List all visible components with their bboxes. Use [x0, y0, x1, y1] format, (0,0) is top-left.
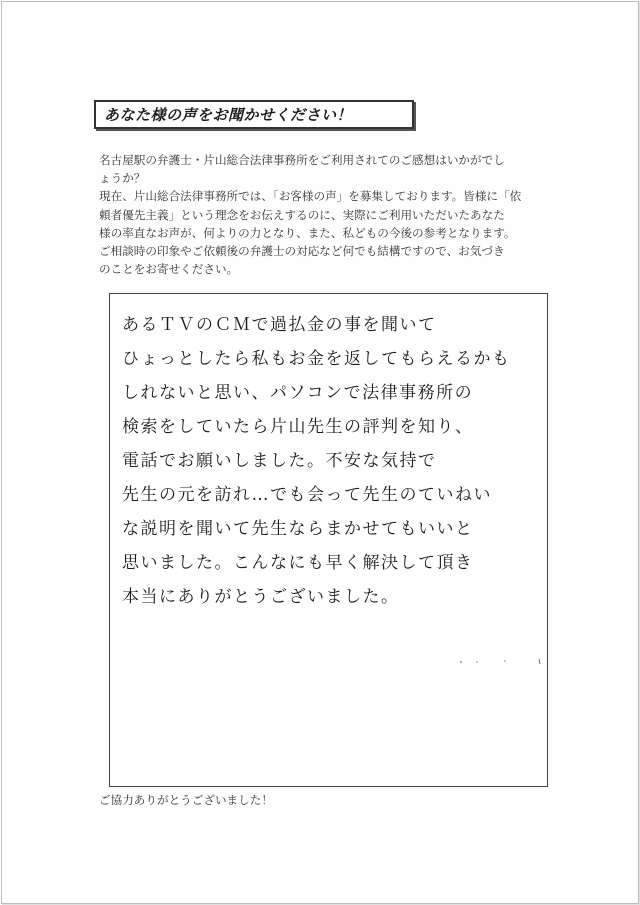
handwritten-line: 思いました。こんなにも早く解決して頂き [122, 553, 474, 573]
handwritten-line: 先生の元を訪れ…でも会って先生のていねい [122, 485, 492, 505]
closing-thanks: ご協力ありがとうございました！ [99, 793, 273, 807]
intro-paragraph [99, 151, 559, 278]
handwritten-comment [122, 308, 542, 614]
page-title: あなた様の声をお聞かせください！ [104, 106, 353, 124]
handwritten-line: 検索をしていたら片山先生の評判を知り、 [122, 417, 474, 437]
intro-line: 頼者優先主義」という理念をお伝えするのに、実際にご利用いただいたあなた [99, 207, 505, 222]
handwritten-line: あるＴＶのＣＭで過払金の事を聞いて [122, 315, 437, 335]
questionnaire-sheet [1, 1, 639, 904]
intro-line: 名古屋駅の弁護士・片山総合法律事務所をご利用されてのご感想はいかがでし [99, 153, 505, 167]
handwritten-answer-box [109, 293, 548, 787]
title-banner [94, 100, 414, 129]
handwritten-line: ひょっとしたら私もお金を返してもらえるかも [122, 349, 511, 369]
handwritten-line: 本当にありがとうございました。 [122, 587, 400, 607]
scan-specks [455, 656, 545, 666]
handwritten-line: しれないと思い、パソコンで法律事務所の [122, 383, 474, 403]
intro-line: ょうか？ [99, 171, 146, 186]
handwritten-line: 電話でお願いしました。不安な気持で [122, 451, 437, 471]
intro-line: のことをお寄せください。 [99, 262, 239, 277]
intro-line: 現在、片山総合法律事務所では、「お客様の声」を募集しております。皆様に「依 [99, 189, 522, 204]
intro-line: 様の率直なお声が、何よりの力となり、また、私どもの今後の参考となります。 [99, 225, 516, 240]
intro-line: ご相談時の印象やご依頼後の弁護士の対応など何でも結構ですので、お気づき [99, 244, 505, 259]
handwritten-line: な説明を聞いて先生ならまかせてもいいと [122, 519, 474, 539]
